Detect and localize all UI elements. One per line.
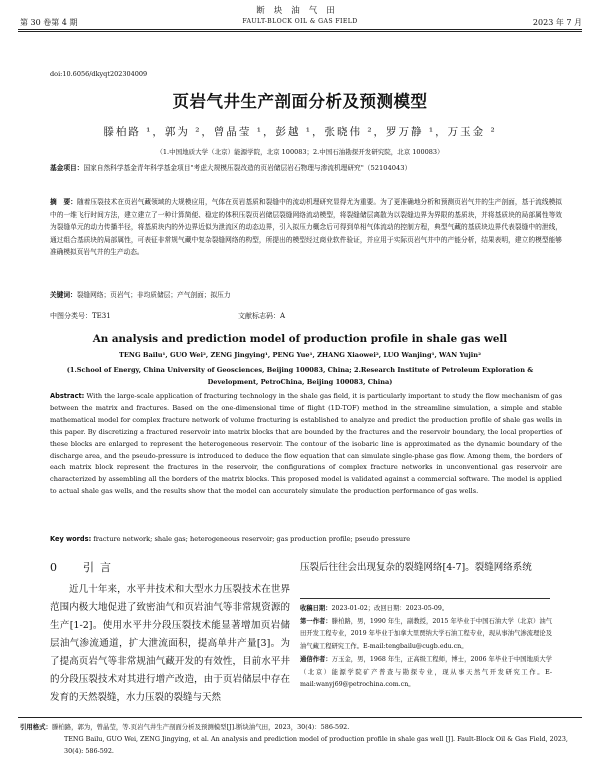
- volume-issue: 第 30 卷第 4 期: [20, 18, 78, 27]
- footnote-first-author: 第一作者：滕柏路，男，1990 年生，副教授，2015 年毕业于中国石油大学（北京）油气田开发工程专业，2019 年毕业于加拿大里贾纳大学石油工程专业，现从事油气渗流理论及油气藏工程研究工作。E-mail:tengbailu@cugb.edu.cn。: [300, 617, 552, 651]
- footnote-block: [300, 603, 552, 692]
- keywords-cn: [50, 289, 562, 302]
- doc-code-label: 文献标志码：: [238, 312, 280, 320]
- funding-cn: [50, 162, 562, 175]
- abstract-cn-text: 随着压裂技术在页岩气藏领域的大规模应用，气体在页岩基质和裂缝中的流动机理研究显得尤为重要。为了更准确地分析和预测页岩气井的生产剖面，基于流线模拟中的一维飞行时间方法，建立建立了一种计算简便、稳定的体积压裂页岩储层裂缝网络流动模型，将裂缝储层离散为以裂缝边界为界限的基质块，并将基质块的局部属性等效为裂缝单元的动力传播半径，将基质块内的外边界近似为泄流区的动态边界，引入拟压力概念后可得到单相气体流动的控制方程，典型气藏的基质块边界代表裂缝中的泄线，通过组合基质块的局部属性，可表征非常规气藏中复杂裂缝网络的构型，所提出的模型经过商业软件验证，并应用于实际页岩气井中的产能分析，结果表明，建立的模型能够准确模拟页岩气井的生产动态。: [50, 198, 562, 257]
- abstract-en-label: Abstract:: [50, 392, 85, 400]
- affiliations-en: (1.School of Energy, China University of Geosciences, Beijing 100083, China; 2.Research Institute of Petroleum Exploration & Development, PetroChina, Beijing 100083, China): [66, 366, 534, 386]
- footnote-corresponding-author: 通信作者：万玉金，男，1968 年生，正高级工程师，博士，2006 年毕业于中国地质大学（北京）能源学院矿产普查与勘探专业，现从事天然气开发研究工作。E-mail:wanyj69@petrochina.com.cn。: [300, 655, 552, 689]
- title-en: An analysis and prediction model of production profile in shale gas well: [92, 333, 508, 345]
- title-cn: 页岩气井生产剖面分析及预测模型: [172, 92, 428, 111]
- footnote-rule: [300, 598, 550, 599]
- header-rule-bottom: [18, 31, 582, 32]
- clc-label: 中图分类号：: [50, 312, 92, 320]
- keywords-en-text: fracture network; shale gas; heterogeneous reservoir; gas production profile; pseudo pressure: [93, 535, 411, 543]
- affiliations-cn: （1.中国地质大学（北京）能源学院，北京 100083；2.中国石油勘探开发研究院，北京 100083）: [156, 148, 444, 156]
- section-title: 引言: [83, 561, 117, 574]
- journal-name-cn: 断块油气田: [256, 6, 344, 16]
- issue-date: 2023 年 7 月: [532, 18, 582, 27]
- footnote-received: 收稿日期：2023-01-02；改回日期：2023-05-09。: [300, 605, 449, 612]
- keywords-cn-text: 裂缝网络；页岩气；非均质储层；产气剖面；拟压力: [76, 291, 231, 299]
- citation-en: TENG Bailu, GUO Wei, ZENG Jingying, et al. An analysis and prediction model of production profile in shale gas well [J]. Fault-Block Oil & Gas Field, 2023, 30(4): 586-592.: [64, 734, 568, 755]
- header-rule-top: [18, 29, 582, 30]
- abstract-cn: [50, 196, 562, 259]
- journal-name-en: FAULT-BLOCK OIL & GAS FIELD: [242, 18, 358, 25]
- citation-block: [20, 722, 580, 757]
- intro-paragraph: 近几十年来，水平井技术和大型水力压裂技术在世界范围内极大地促进了致密油气和页岩油气等非常规资源的生产[1-2]。使用水平井分段压裂技术能显著增加页岩储层油气渗流通道，扩大泄流面积，提高单井产量[3]。为了提高页岩气等非常规油气藏开发的有效性，目前水平井的分段压裂技术对其进行增产改造，由于页岩储层中存在发育的天然裂缝，水力压裂的裂缝与天然: [50, 584, 290, 703]
- doc-code-value: A: [280, 312, 286, 320]
- classification-row: [50, 311, 550, 321]
- authors-cn: 滕柏路 ¹，郭为 ²，曾晶莹 ¹，彭越 ¹，张晓伟 ²，罗万静 ¹，万玉金 ²: [103, 126, 497, 138]
- citation-cn: 滕柏路，郭为，曾晶莹，等.页岩气井生产剖面分析及预测模型[J].断块油气田，2023，30(4)：586-592.: [51, 723, 350, 731]
- keywords-cn-label: 关键词：: [50, 291, 77, 299]
- abstract-cn-label: 摘 要：: [50, 198, 77, 206]
- citation-label: 引用格式：: [20, 723, 52, 731]
- abstract-en: [50, 391, 562, 498]
- funding-text: 国家自然科学基金青年科学基金项目"考虑大规模压裂改造的页岩储层岩石物理与渗流机理研究"（52104043）: [83, 164, 412, 172]
- doi: doi:10.6056/dkyqt202304009: [50, 70, 148, 78]
- clc-value: TE31: [92, 312, 111, 320]
- keywords-en-label: Key words:: [50, 535, 92, 543]
- funding-label: 基金项目：: [50, 164, 84, 172]
- citation-rule: [18, 717, 582, 718]
- keywords-en: [50, 535, 562, 543]
- abstract-en-text: With the large-scale application of fracturing technology in the shale gas field, it is particularly important to study the flow mechanism of gas between the matrix and fractures. Based on the one-dimensional time of flight (1D-TOF) method in the streamline simulation, a simple and stable mathematical model for complex fracture network of volume fracturing is established to analyze and predict the production profile of shale gas wells in this paper. By discretizing a fractured reservoir into matrix blocks that are bounded by the fractures and the reservoir boundary, the local properties of these blocks are enlarged to represent the heterogeneous reservoir. The contour of the isobaric line is approximated as the dynamic boundary of the discharge area, and the pseudo-pressure is introduced to deduce the flow equation that can simulate single-phase gas flow. Among them, the borders of each matrix block represent the fractures in the reservoir, the configurations of complex fracture networks in unconventional gas reservoir are characterized by assembling all the borders of the matrix blocks. This proposed model is validated against a commercial software. The model is applied to actual shale gas wells, and the results show that the model can accurately simulate the production performance of gas wells.: [50, 392, 562, 496]
- section-heading-intro: [50, 559, 117, 575]
- authors-en: TENG Bailu¹, GUO Wei², ZENG Jingying¹, PENG Yue¹, ZHANG Xiaowei², LUO Wanjing¹, WAN Yujin²: [119, 351, 481, 359]
- intro-continuation: 压裂后往往会出现复杂的裂缝网络[4-7]。裂缝网络系统: [300, 562, 532, 573]
- section-number: 0: [50, 561, 57, 574]
